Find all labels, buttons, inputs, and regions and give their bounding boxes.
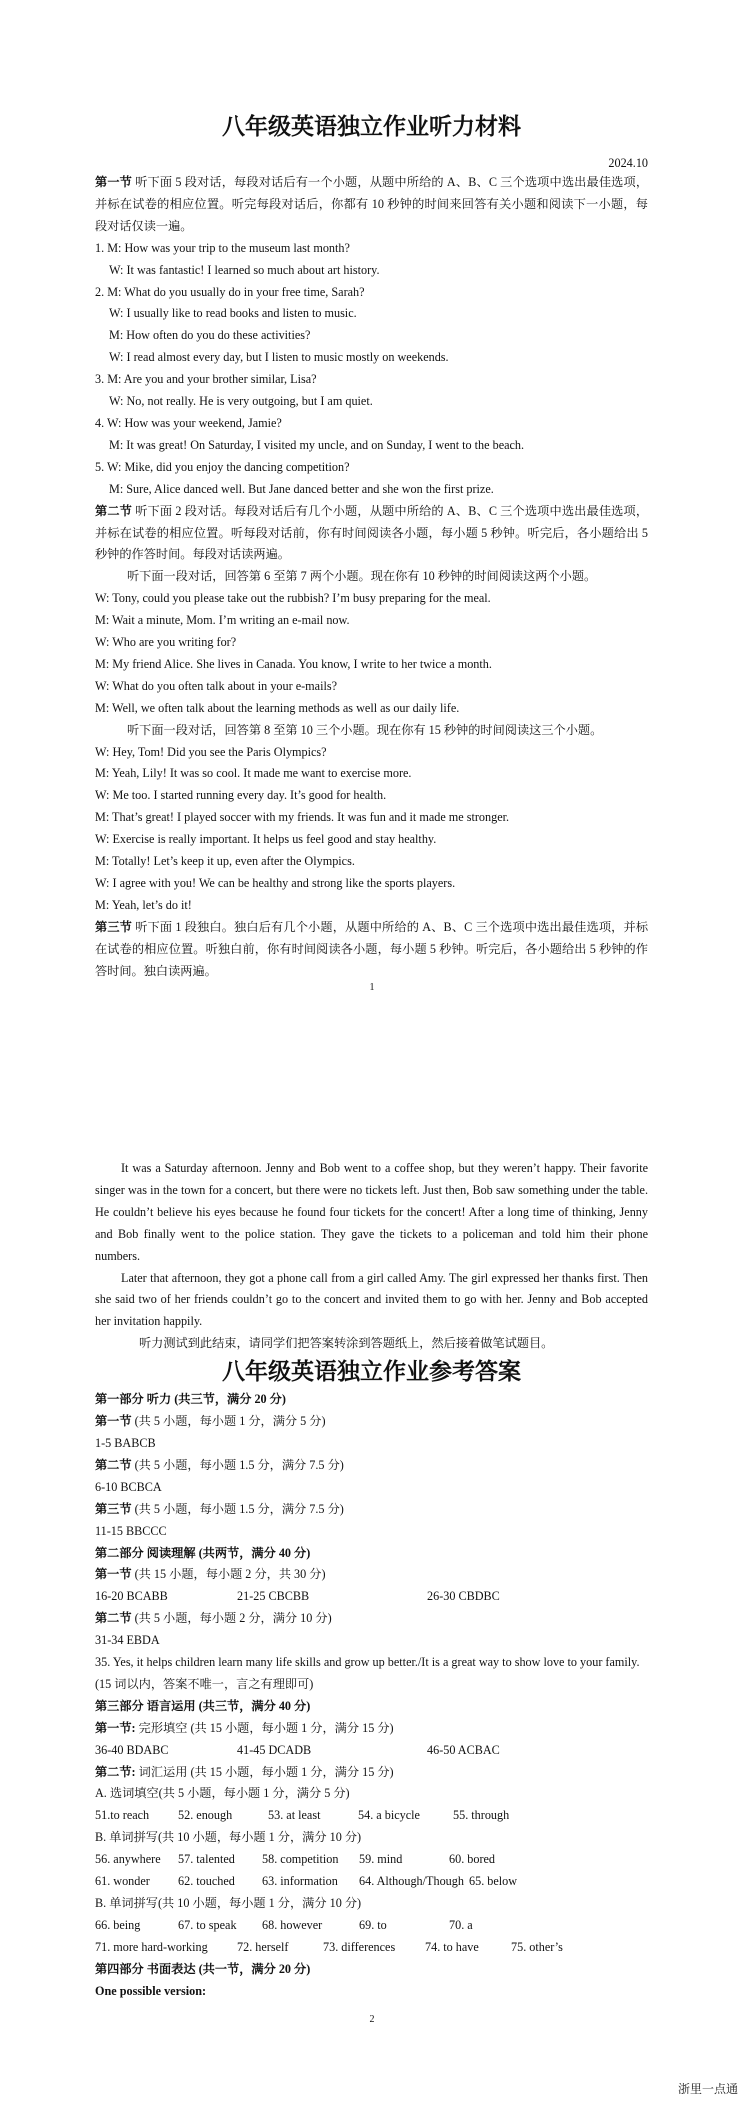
dialog-line: W: I usually like to read books and listen to music. (109, 306, 357, 321)
document-date: 2024.10 (608, 156, 648, 170)
answer-line: 11-15 BBCCC (95, 1523, 167, 1538)
monologue-paragraph-1: It was a Saturday afternoon. Jenny and Bob went to a coffee shop, but they weren’t happy. Their favorite singer was in the town for a concert, but there were no tickets left. Just then, Bob saw something under the table. He couldn’t believe his eyes because he found four tickets for the concert! After a long time of thinking, Jenny and Bob finally went to the police station. They gave the tickets to a policeman and told him their phone numbers. (95, 1161, 648, 1263)
dialog-line: W: Hey, Tom! Did you see the Paris Olympics? (95, 744, 327, 759)
part-1-heading: 第一部分 听力 (共三节，满分 20 分) (95, 1392, 286, 1407)
dialog-2-intro: 听下面一段对话，回答第 8 至第 10 三个小题。现在你有 15 秒钟的时间阅读这三个小题。 (127, 722, 603, 737)
answer-row (95, 1586, 648, 1608)
dialog-line: M: It was great! On Saturday, I visited my uncle, and on Sunday, I went to the beach. (109, 437, 525, 452)
answer-cell: 72. herself (237, 1939, 289, 1954)
answer-cell: 55. through (453, 1808, 510, 1823)
subsection-a-title: A. 选词填空(共 5 小题，每小题 1 分，满分 5 分) (95, 1786, 350, 1801)
part-2-heading: 第二部分 阅读理解 (共两节，满分 40 分) (95, 1545, 311, 1560)
part-4-heading: 第四部分 书面表达 (共一节，满分 20 分) (95, 1961, 311, 1976)
dialog-line: W: Tony, could you please take out the rubbish? I’m busy preparing for the meal. (95, 591, 491, 606)
dialog-line: W: I read almost every day, but I listen to music mostly on weekends. (109, 350, 449, 365)
dialog-line: M: That’s great! I played soccer with my friends. It was fun and it made me stronger. (95, 810, 510, 825)
answer-row (95, 1805, 648, 1827)
page-1-content (95, 112, 648, 983)
answer-cell: 60. bored (449, 1852, 496, 1867)
dialog-line: 2. M: What do you usually do in your free time, Sarah? (95, 284, 365, 299)
answer-cell: 57. talented (178, 1852, 235, 1867)
answer-cell: 63. information (262, 1874, 338, 1889)
section-3-instruction: 第三节 听下面 1 段独白。独白后有几个小题，从题中所给的 A、B、C 三个选项中选出最佳选项，并标在试卷的相应位置。听独白前，你有时间阅读各小题，每小题 5 秒钟。听完后，各小题给出 5 秒钟的作答时间。独白读两遍。 (95, 919, 649, 978)
dialog-line: M: How often do you do these activities? (109, 328, 311, 343)
answer-cell: 59. mind (359, 1852, 403, 1867)
end-note: 听力测试到此结束，请同学们把答案转涂到答题纸上，然后接着做笔试题目。 (139, 1336, 554, 1351)
part-3-section-2: 第二节: 词汇运用 (共 15 小题，每小题 1 分，满分 15 分) (95, 1764, 394, 1779)
part-1-section-1: 第一节 (共 5 小题，每小题 1 分，满分 5 分) (95, 1414, 326, 1429)
dialog-line: W: Me too. I started running every day. It’s good for health. (95, 788, 387, 803)
answer-cell: 70. a (449, 1917, 473, 1932)
answer-cell: 54. a bicycle (358, 1808, 420, 1823)
part-2-section-2: 第二节 (共 5 小题，每小题 2 分，满分 10 分) (95, 1611, 332, 1626)
answer-line: 31-34 EBDA (95, 1633, 160, 1648)
answer-cell: 58. competition (262, 1852, 339, 1867)
dialog-line: W: Exercise is really important. It helps us feel good and stay healthy. (95, 832, 437, 847)
question-35-note: (15 词以内，答案不唯一，言之有理即可) (95, 1676, 314, 1691)
monologue-paragraph-2: Later that afternoon, they got a phone call from a girl called Amy. The girl expressed her thanks first. Then she said two of her friends couldn’t go to the concert and invited them to go with her. Jenny and Bob accepted her invitation happily. (95, 1270, 648, 1329)
answer-row (95, 1937, 648, 1959)
answer-cell: 16-20 BCABB (95, 1589, 168, 1604)
answer-cell: 53. at least (268, 1808, 321, 1823)
dialog-line: 1. M: How was your trip to the museum last month? (95, 240, 350, 255)
answer-cell: 51.to reach (95, 1808, 150, 1823)
section-2-instruction: 第二节 听下面 2 段对话。每段对话后有几个小题，从题中所给的 A、B、C 三个选项中选出最佳选项，并标在试卷的相应位置。听每段对话前，你有时间阅读各小题，每小题 5 秒钟。听完后，各小题给出 5 秒钟的作答时间。每段对话读两遍。 (95, 503, 649, 562)
dialog-line: W: Who are you writing for? (95, 635, 237, 650)
answer-cell: 67. to speak (178, 1917, 237, 1932)
answer-key-title: 八年级英语独立作业参考答案 (222, 1359, 521, 1386)
dialog-line: 4. W: How was your weekend, Jamie? (95, 415, 282, 430)
possible-version-label: One possible version: (95, 1983, 207, 1998)
dialog-line: M: My friend Alice. She lives in Canada. You know, I write to her twice a month. (95, 656, 492, 671)
dialog-line: W: No, not really. He is very outgoing, but I am quiet. (109, 394, 373, 409)
answer-cell: 65. below (469, 1874, 518, 1889)
page-1 (0, 0, 744, 1000)
watermark-text: 浙里一点通 (677, 2082, 738, 2096)
part-1-section-2: 第二节 (共 5 小题，每小题 1.5 分，满分 7.5 分) (95, 1457, 344, 1472)
dialog-line: M: Yeah, let’s do it! (95, 897, 192, 912)
section-1-instruction: 第一节 听下面 5 段对话，每段对话后有一个小题，从题中所给的 A、B、C 三个选项中选出最佳选项，并标在试卷的相应位置。听完每段对话后，你都有 10 秒钟的时间来回答有关小题和阅读下一小题，每段对话仅读一遍。 (95, 175, 649, 233)
answer-cell: 75. other’s (511, 1939, 563, 1954)
answer-row (95, 1849, 648, 1871)
page-2-content (95, 1158, 648, 2003)
dialog-line: W: I agree with you! We can be healthy and strong like the sports players. (95, 876, 456, 890)
subsection-b-title: B. 单词拼写(共 10 小题，每小题 1 分，满分 10 分) (95, 1830, 362, 1845)
answer-cell: 71. more hard-working (95, 1939, 208, 1954)
page-number: 1 (369, 982, 375, 993)
answer-cell: 62. touched (178, 1874, 235, 1889)
answer-cell: 36-40 BDABC (95, 1742, 169, 1757)
dialog-1-intro: 听下面一段对话，回答第 6 至第 7 两个小题。现在你有 10 秒钟的时间阅读这两个小题。 (127, 569, 597, 584)
answer-row (95, 1871, 648, 1893)
page-2 (0, 1148, 744, 2104)
subsection-b2-title: B. 单词拼写(共 10 小题，每小题 1 分，满分 10 分) (95, 1896, 362, 1910)
listening-material-title: 八年级英语独立作业听力材料 (222, 114, 521, 140)
answer-cell: 74. to have (425, 1939, 479, 1954)
answer-row (95, 1740, 648, 1762)
part-2-section-1: 第一节 (共 15 小题，每小题 2 分，共 30 分) (95, 1567, 326, 1582)
dialog-line: M: Yeah, Lily! It was so cool. It made me want to exercise more. (95, 766, 412, 781)
answer-cell: 21-25 CBCBB (237, 1589, 310, 1604)
answer-line: 6-10 BCBCA (95, 1479, 162, 1494)
answer-cell: 61. wonder (95, 1874, 150, 1889)
dialog-line: W: What do you often talk about in your e-mails? (95, 678, 337, 693)
dialog-line: M: Well, we often talk about the learning methods as well as our daily life. (95, 700, 460, 715)
answer-cell: 64. Although/Though (359, 1874, 464, 1889)
answer-cell: 41-45 DCADB (237, 1742, 312, 1757)
answer-row (95, 1915, 648, 1937)
answer-cell: 46-50 ACBAC (427, 1742, 500, 1757)
answer-cell: 56. anywhere (95, 1852, 161, 1867)
part-3-heading: 第三部分 语言运用 (共三节，满分 40 分) (95, 1698, 311, 1713)
answer-cell: 52. enough (178, 1808, 233, 1823)
page-number: 2 (369, 2014, 375, 2025)
answer-cell: 26-30 CBDBC (427, 1589, 500, 1604)
answer-cell: 68. however (262, 1917, 323, 1932)
answer-line: 1-5 BABCB (95, 1435, 156, 1450)
dialog-line: W: It was fantastic! I learned so much about art history. (109, 262, 380, 277)
dialog-line: 3. M: Are you and your brother similar, Lisa? (95, 372, 317, 387)
answer-cell: 73. differences (323, 1939, 396, 1954)
part-3-section-1: 第一节: 完形填空 (共 15 小题，每小题 1 分，满分 15 分) (95, 1720, 394, 1735)
dialog-line: M: Wait a minute, Mom. I’m writing an e-mail now. (95, 613, 350, 628)
answer-cell: 66. being (95, 1917, 141, 1932)
dialog-line: M: Totally! Let’s keep it up, even after the Olympics. (95, 854, 355, 869)
question-35-answer: 35. Yes, it helps children learn many life skills and grow up better./It is a great way to show love to your family. (95, 1655, 640, 1670)
dialog-line: M: Sure, Alice danced well. But Jane danced better and she won the first prize. (109, 481, 494, 496)
answer-cell: 69. to (359, 1917, 387, 1932)
part-1-section-3: 第三节 (共 5 小题，每小题 1.5 分，满分 7.5 分) (95, 1501, 344, 1516)
dialog-line: 5. W: Mike, did you enjoy the dancing competition? (95, 459, 350, 474)
